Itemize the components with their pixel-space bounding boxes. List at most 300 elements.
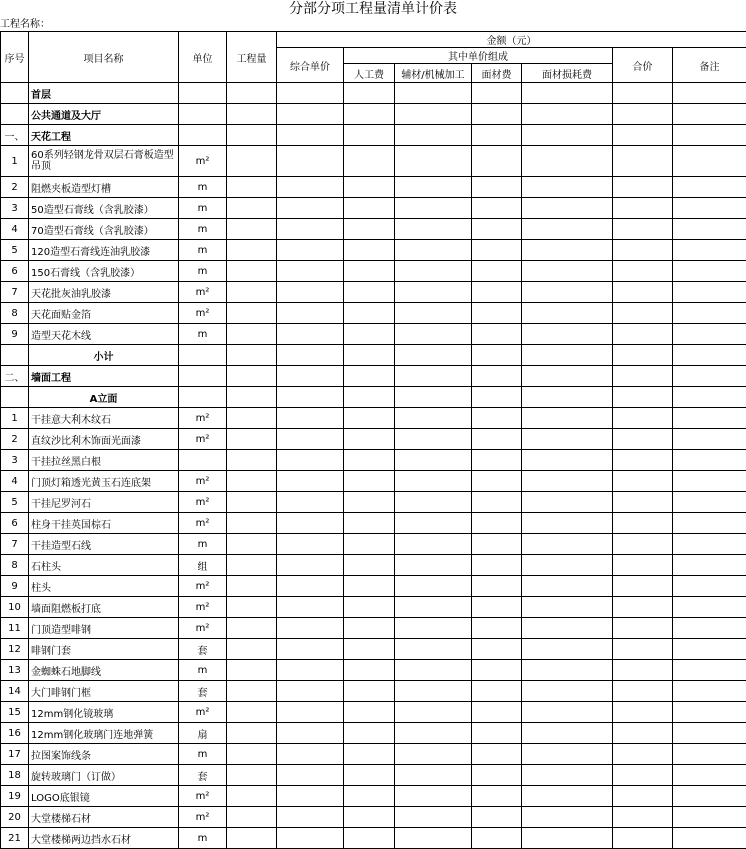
table-row xyxy=(1,240,746,261)
row-empty-cell xyxy=(395,765,472,786)
row-empty-cell xyxy=(472,219,522,240)
row-empty-cell xyxy=(344,366,395,387)
row-empty-cell xyxy=(673,345,746,366)
row-seq: 3 xyxy=(1,450,29,471)
row-unit: m² xyxy=(179,429,227,450)
row-empty-cell xyxy=(522,104,613,125)
row-seq: 17 xyxy=(1,744,29,765)
row-seq: 6 xyxy=(1,513,29,534)
row-empty-cell xyxy=(277,597,344,618)
row-empty-cell xyxy=(522,146,613,177)
row-empty-cell xyxy=(613,282,673,303)
row-seq xyxy=(1,387,29,408)
row-empty-cell xyxy=(395,534,472,555)
row-unit xyxy=(179,450,227,471)
row-unit: m xyxy=(179,660,227,681)
row-seq: 8 xyxy=(1,555,29,576)
row-empty-cell xyxy=(227,261,277,282)
row-seq: 7 xyxy=(1,282,29,303)
row-empty-cell xyxy=(277,681,344,702)
row-empty-cell xyxy=(613,744,673,765)
row-empty-cell xyxy=(395,345,472,366)
header-seq: 序号 xyxy=(1,32,29,83)
row-empty-cell xyxy=(673,83,746,104)
row-empty-cell xyxy=(227,177,277,198)
row-empty-cell xyxy=(277,807,344,828)
row-unit: m² xyxy=(179,303,227,324)
row-empty-cell xyxy=(227,303,277,324)
row-empty-cell xyxy=(472,261,522,282)
row-empty-cell xyxy=(472,723,522,744)
table-row xyxy=(1,555,746,576)
row-empty-cell xyxy=(522,387,613,408)
row-empty-cell xyxy=(673,104,746,125)
table-row xyxy=(1,366,746,387)
table-row xyxy=(1,765,746,786)
row-empty-cell xyxy=(472,807,522,828)
row-empty-cell xyxy=(673,660,746,681)
row-item-name: 造型天花木线 xyxy=(29,324,179,345)
table-row xyxy=(1,618,746,639)
row-empty-cell xyxy=(277,618,344,639)
row-empty-cell xyxy=(673,702,746,723)
row-empty-cell xyxy=(522,450,613,471)
row-empty-cell xyxy=(472,387,522,408)
row-empty-cell xyxy=(395,146,472,177)
row-empty-cell xyxy=(227,345,277,366)
table-row xyxy=(1,639,746,660)
row-empty-cell xyxy=(522,408,613,429)
row-empty-cell xyxy=(395,219,472,240)
row-empty-cell xyxy=(673,125,746,146)
row-empty-cell xyxy=(344,534,395,555)
row-empty-cell xyxy=(344,303,395,324)
row-empty-cell xyxy=(472,345,522,366)
row-empty-cell xyxy=(227,282,277,303)
header-total: 合价 xyxy=(613,48,673,83)
row-unit: m² xyxy=(179,146,227,177)
row-empty-cell xyxy=(472,324,522,345)
row-empty-cell xyxy=(472,83,522,104)
table-row xyxy=(1,471,746,492)
row-empty-cell xyxy=(277,450,344,471)
row-empty-cell xyxy=(344,555,395,576)
row-empty-cell xyxy=(344,429,395,450)
row-empty-cell xyxy=(472,429,522,450)
row-empty-cell xyxy=(522,618,613,639)
table-row xyxy=(1,660,746,681)
row-seq xyxy=(1,345,29,366)
row-empty-cell xyxy=(227,576,277,597)
row-empty-cell xyxy=(673,828,746,849)
row-unit: m² xyxy=(179,702,227,723)
row-unit: m xyxy=(179,744,227,765)
row-empty-cell xyxy=(522,282,613,303)
row-empty-cell xyxy=(673,681,746,702)
row-item-name: 墙面工程 xyxy=(29,366,179,387)
row-empty-cell xyxy=(613,146,673,177)
row-item-name: A立面 xyxy=(29,387,179,408)
row-empty-cell xyxy=(344,282,395,303)
table-row xyxy=(1,408,746,429)
row-unit: m² xyxy=(179,282,227,303)
row-empty-cell xyxy=(227,104,277,125)
row-empty-cell xyxy=(613,366,673,387)
row-seq: 1 xyxy=(1,146,29,177)
row-seq: 5 xyxy=(1,492,29,513)
row-empty-cell xyxy=(472,282,522,303)
row-unit: m² xyxy=(179,513,227,534)
row-empty-cell xyxy=(472,125,522,146)
row-empty-cell xyxy=(673,324,746,345)
row-seq: 15 xyxy=(1,702,29,723)
row-empty-cell xyxy=(277,177,344,198)
row-empty-cell xyxy=(522,555,613,576)
row-empty-cell xyxy=(395,408,472,429)
row-empty-cell xyxy=(227,618,277,639)
table-row xyxy=(1,597,746,618)
row-empty-cell xyxy=(344,597,395,618)
row-empty-cell xyxy=(344,765,395,786)
row-empty-cell xyxy=(227,387,277,408)
row-empty-cell xyxy=(395,471,472,492)
row-empty-cell xyxy=(277,765,344,786)
row-empty-cell xyxy=(227,146,277,177)
header-quantity: 工程量 xyxy=(227,32,277,83)
row-empty-cell xyxy=(472,177,522,198)
bill-of-quantities-table xyxy=(0,31,746,849)
row-empty-cell xyxy=(522,345,613,366)
table-row xyxy=(1,576,746,597)
row-item-name: 金蜘蛛石地脚线 xyxy=(29,660,179,681)
row-empty-cell xyxy=(673,450,746,471)
row-empty-cell xyxy=(673,786,746,807)
row-empty-cell xyxy=(673,618,746,639)
row-empty-cell xyxy=(277,282,344,303)
row-empty-cell xyxy=(395,366,472,387)
project-name-label: 工程名称： xyxy=(0,18,50,32)
row-unit: m xyxy=(179,177,227,198)
row-empty-cell xyxy=(522,366,613,387)
row-empty-cell xyxy=(277,492,344,513)
row-empty-cell xyxy=(227,765,277,786)
row-empty-cell xyxy=(395,723,472,744)
row-empty-cell xyxy=(522,324,613,345)
row-empty-cell xyxy=(395,83,472,104)
table-row xyxy=(1,450,746,471)
row-empty-cell xyxy=(395,555,472,576)
row-empty-cell xyxy=(522,513,613,534)
row-item-name: 150石膏线（含乳胶漆） xyxy=(29,261,179,282)
row-empty-cell xyxy=(472,513,522,534)
row-empty-cell xyxy=(227,723,277,744)
header-unit: 单位 xyxy=(179,32,227,83)
row-empty-cell xyxy=(472,408,522,429)
row-empty-cell xyxy=(613,324,673,345)
row-item-name: 柱身干挂英国棕石 xyxy=(29,513,179,534)
header-item-name: 项目名称 xyxy=(29,32,179,83)
table-row xyxy=(1,125,746,146)
row-seq xyxy=(1,104,29,125)
row-empty-cell xyxy=(395,261,472,282)
row-empty-cell xyxy=(395,597,472,618)
row-empty-cell xyxy=(613,83,673,104)
row-empty-cell xyxy=(522,807,613,828)
row-seq xyxy=(1,83,29,104)
row-empty-cell xyxy=(673,366,746,387)
row-empty-cell xyxy=(472,744,522,765)
row-empty-cell xyxy=(613,723,673,744)
row-empty-cell xyxy=(227,198,277,219)
row-empty-cell xyxy=(613,429,673,450)
table-row xyxy=(1,324,746,345)
row-empty-cell xyxy=(344,807,395,828)
row-empty-cell xyxy=(522,125,613,146)
row-item-name: 50造型石膏线（含乳胶漆） xyxy=(29,198,179,219)
row-empty-cell xyxy=(472,618,522,639)
row-unit: m xyxy=(179,534,227,555)
row-item-name: 门顶造型啡钢 xyxy=(29,618,179,639)
row-empty-cell xyxy=(613,681,673,702)
row-empty-cell xyxy=(522,534,613,555)
header-unit-price: 综合单价 xyxy=(277,48,344,83)
row-empty-cell xyxy=(227,450,277,471)
row-empty-cell xyxy=(344,513,395,534)
row-empty-cell xyxy=(277,534,344,555)
row-seq: 5 xyxy=(1,240,29,261)
row-item-name: 天花工程 xyxy=(29,125,179,146)
row-unit xyxy=(179,125,227,146)
row-empty-cell xyxy=(344,240,395,261)
row-empty-cell xyxy=(522,723,613,744)
row-empty-cell xyxy=(227,786,277,807)
row-unit xyxy=(179,83,227,104)
row-empty-cell xyxy=(227,807,277,828)
row-empty-cell xyxy=(395,104,472,125)
row-empty-cell xyxy=(472,555,522,576)
row-seq: 一、 xyxy=(1,125,29,146)
row-empty-cell xyxy=(522,219,613,240)
row-empty-cell xyxy=(395,702,472,723)
row-empty-cell xyxy=(613,345,673,366)
row-empty-cell xyxy=(522,828,613,849)
row-empty-cell xyxy=(395,660,472,681)
row-empty-cell xyxy=(227,660,277,681)
row-empty-cell xyxy=(673,513,746,534)
row-unit: m² xyxy=(179,786,227,807)
table-row xyxy=(1,104,746,125)
row-empty-cell xyxy=(472,303,522,324)
row-empty-cell xyxy=(227,492,277,513)
row-empty-cell xyxy=(395,450,472,471)
row-item-name: 大堂楼梯两边挡水石材 xyxy=(29,828,179,849)
row-item-name: 大门啡钢门框 xyxy=(29,681,179,702)
table-row xyxy=(1,534,746,555)
row-unit: m² xyxy=(179,576,227,597)
row-seq: 二、 xyxy=(1,366,29,387)
table-row xyxy=(1,828,746,849)
row-unit: 扇 xyxy=(179,723,227,744)
row-unit: m xyxy=(179,828,227,849)
row-empty-cell xyxy=(344,408,395,429)
row-seq: 19 xyxy=(1,786,29,807)
row-empty-cell xyxy=(613,807,673,828)
row-empty-cell xyxy=(277,303,344,324)
row-empty-cell xyxy=(395,282,472,303)
row-empty-cell xyxy=(395,807,472,828)
row-empty-cell xyxy=(472,576,522,597)
row-empty-cell xyxy=(277,387,344,408)
row-empty-cell xyxy=(472,597,522,618)
row-unit: m xyxy=(179,324,227,345)
row-empty-cell xyxy=(227,828,277,849)
row-empty-cell xyxy=(227,744,277,765)
row-seq: 7 xyxy=(1,534,29,555)
row-empty-cell xyxy=(472,702,522,723)
row-empty-cell xyxy=(344,618,395,639)
row-empty-cell xyxy=(522,639,613,660)
row-seq: 12 xyxy=(1,639,29,660)
row-empty-cell xyxy=(344,702,395,723)
row-empty-cell xyxy=(277,219,344,240)
row-empty-cell xyxy=(522,597,613,618)
row-item-name: 公共通道及大厅 xyxy=(29,104,179,125)
row-empty-cell xyxy=(522,681,613,702)
page-title: 分部分项工程量清单计价表 xyxy=(0,0,746,18)
row-empty-cell xyxy=(613,125,673,146)
row-empty-cell xyxy=(227,240,277,261)
row-empty-cell xyxy=(472,534,522,555)
row-empty-cell xyxy=(227,125,277,146)
row-empty-cell xyxy=(395,681,472,702)
row-empty-cell xyxy=(227,83,277,104)
row-empty-cell xyxy=(395,177,472,198)
row-empty-cell xyxy=(227,597,277,618)
row-empty-cell xyxy=(395,576,472,597)
row-item-name: 阻燃夹板造型灯槽 xyxy=(29,177,179,198)
row-unit: 套 xyxy=(179,765,227,786)
row-empty-cell xyxy=(344,345,395,366)
table-row xyxy=(1,492,746,513)
row-empty-cell xyxy=(673,765,746,786)
row-empty-cell xyxy=(344,828,395,849)
row-empty-cell xyxy=(344,492,395,513)
row-seq: 9 xyxy=(1,324,29,345)
row-empty-cell xyxy=(344,261,395,282)
row-empty-cell xyxy=(673,240,746,261)
row-item-name: 直纹沙比利木饰面光面漆 xyxy=(29,429,179,450)
row-seq: 21 xyxy=(1,828,29,849)
row-item-name: 干挂造型石线 xyxy=(29,534,179,555)
row-item-name: 墙面阻燃板打底 xyxy=(29,597,179,618)
row-seq: 10 xyxy=(1,597,29,618)
table-row xyxy=(1,723,746,744)
header-remark: 备注 xyxy=(673,48,746,83)
row-empty-cell xyxy=(277,198,344,219)
row-unit: 套 xyxy=(179,639,227,660)
row-empty-cell xyxy=(613,240,673,261)
row-unit: m xyxy=(179,261,227,282)
row-empty-cell xyxy=(277,744,344,765)
header-loss: 面材损耗费 xyxy=(522,64,613,83)
row-empty-cell xyxy=(395,513,472,534)
row-empty-cell xyxy=(395,492,472,513)
row-empty-cell xyxy=(613,219,673,240)
row-empty-cell xyxy=(344,744,395,765)
row-empty-cell xyxy=(522,83,613,104)
row-empty-cell xyxy=(227,639,277,660)
row-empty-cell xyxy=(613,534,673,555)
row-unit: 组 xyxy=(179,555,227,576)
row-unit: m xyxy=(179,198,227,219)
row-empty-cell xyxy=(395,324,472,345)
table-row xyxy=(1,387,746,408)
row-seq: 18 xyxy=(1,765,29,786)
row-empty-cell xyxy=(613,576,673,597)
row-seq: 3 xyxy=(1,198,29,219)
row-empty-cell xyxy=(344,576,395,597)
row-seq: 4 xyxy=(1,219,29,240)
row-item-name: 小计 xyxy=(29,345,179,366)
row-empty-cell xyxy=(673,408,746,429)
row-seq: 6 xyxy=(1,261,29,282)
row-empty-cell xyxy=(673,555,746,576)
row-empty-cell xyxy=(227,513,277,534)
header-labor: 人工费 xyxy=(344,64,395,83)
row-unit: m² xyxy=(179,807,227,828)
row-empty-cell xyxy=(673,723,746,744)
row-empty-cell xyxy=(395,618,472,639)
row-empty-cell xyxy=(227,366,277,387)
row-empty-cell xyxy=(277,576,344,597)
row-empty-cell xyxy=(673,639,746,660)
row-empty-cell xyxy=(227,408,277,429)
row-empty-cell xyxy=(344,104,395,125)
row-empty-cell xyxy=(395,828,472,849)
row-empty-cell xyxy=(673,177,746,198)
row-empty-cell xyxy=(613,555,673,576)
row-empty-cell xyxy=(472,786,522,807)
row-seq: 11 xyxy=(1,618,29,639)
row-item-name: 旋转玻璃门（订做） xyxy=(29,765,179,786)
row-empty-cell xyxy=(613,471,673,492)
row-empty-cell xyxy=(613,828,673,849)
row-empty-cell xyxy=(395,387,472,408)
table-row xyxy=(1,681,746,702)
row-item-name: 天花面贴金箔 xyxy=(29,303,179,324)
table-row xyxy=(1,807,746,828)
row-item-name: 拉图案饰线条 xyxy=(29,744,179,765)
table-row xyxy=(1,513,746,534)
row-unit: m² xyxy=(179,618,227,639)
table-row xyxy=(1,303,746,324)
row-empty-cell xyxy=(522,576,613,597)
row-empty-cell xyxy=(472,765,522,786)
header-composition: 其中单价组成 xyxy=(344,48,613,64)
row-empty-cell xyxy=(344,219,395,240)
row-empty-cell xyxy=(344,324,395,345)
row-item-name: 60系列轻钢龙骨双层石膏板造型吊顶 xyxy=(29,146,179,177)
row-empty-cell xyxy=(522,660,613,681)
row-empty-cell xyxy=(395,786,472,807)
row-empty-cell xyxy=(277,429,344,450)
row-empty-cell xyxy=(613,618,673,639)
row-empty-cell xyxy=(227,471,277,492)
row-empty-cell xyxy=(277,513,344,534)
row-empty-cell xyxy=(472,104,522,125)
row-empty-cell xyxy=(613,303,673,324)
row-empty-cell xyxy=(673,303,746,324)
